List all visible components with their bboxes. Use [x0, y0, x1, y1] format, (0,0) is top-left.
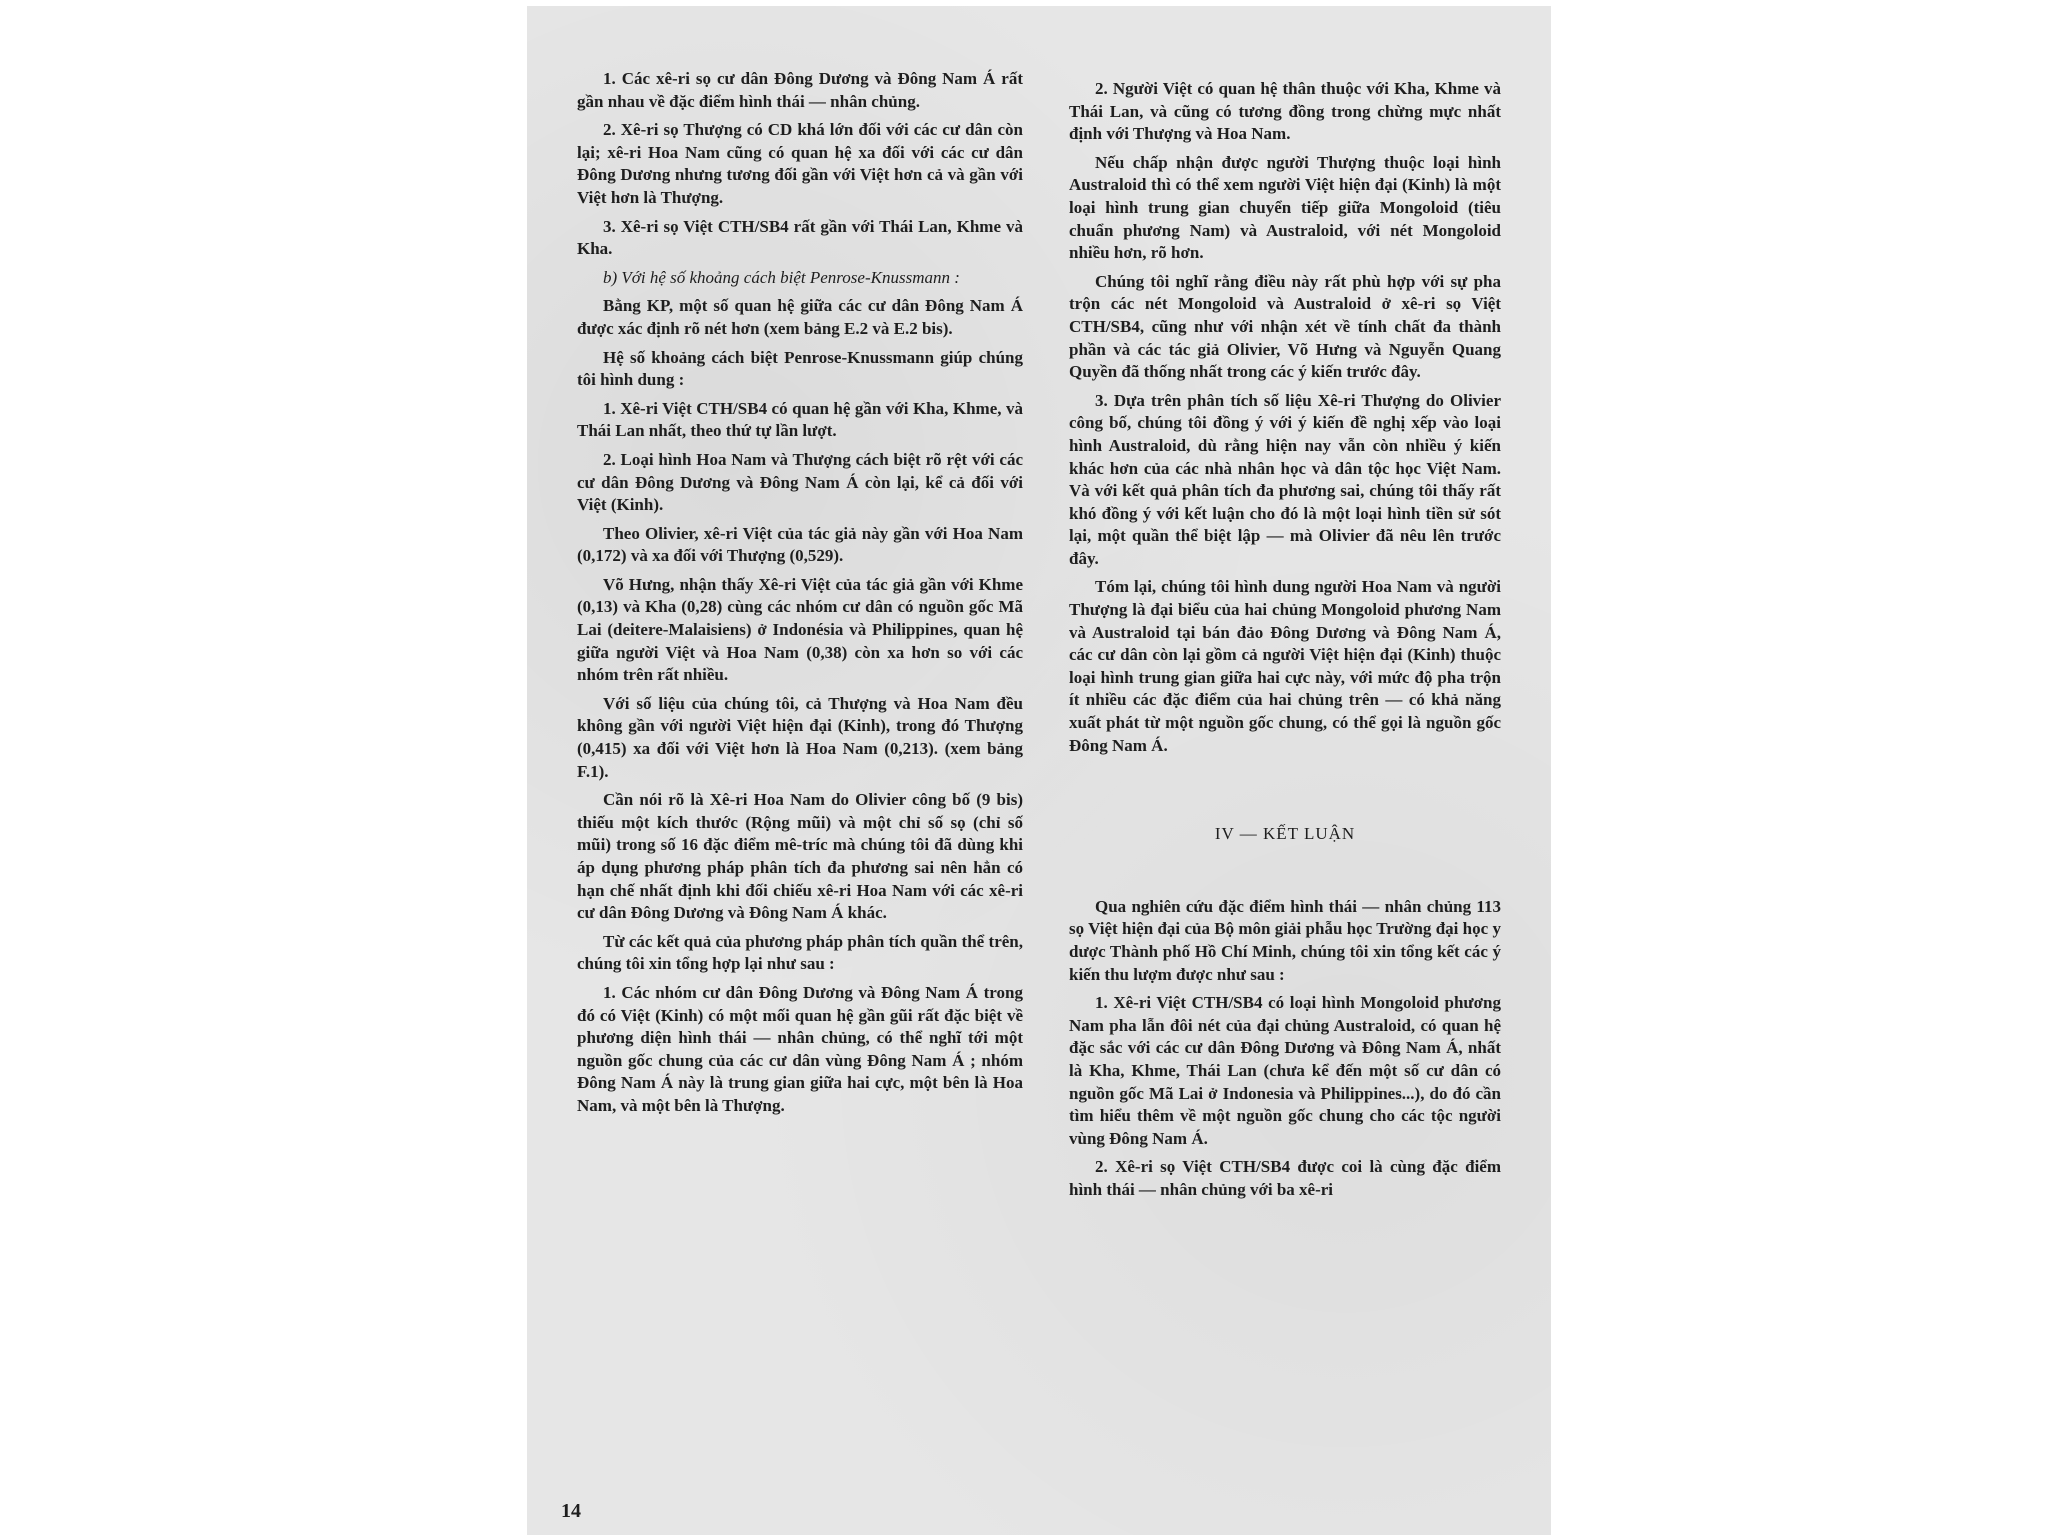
- paragraph: Tóm lại, chúng tôi hình dung người Hoa Nam và người Thượng là đại biểu của hai chủng Mongoloid phương Nam và Australoid tại bán đảo Đông Dương và Đông Nam Á, các cư dân còn lại gồm cả người Việt hiện đại (Kinh) thuộc loại hình trung gian giữa hai cực này, với mức độ pha trộn ít nhiều các đặc điểm của hai chủng trên — có khả năng xuất phát từ một nguồn gốc chung, có thể gọi là nguồn gốc Đông Nam Á.: [1069, 577, 1501, 755]
- paragraph: Theo Olivier, xê-ri Việt của tác giả này gần với Hoa Nam (0,172) và xa đối với Thượng (0,529).: [577, 523, 1023, 566]
- paragraph: Chúng tôi nghĩ rằng điều này rất phù hợp với sự pha trộn các nét Mongoloid và Australoid ở xê-ri sọ Việt CTH/SB4, cũng như với nhận xét về tính chất đa thành phần và các tác giả Olivier, Võ Hưng và Nguyễn Quang Quyền đã thống nhất trong các ý kiến trước đây.: [1069, 271, 1501, 382]
- section-heading: IV — KẾT LUẬN: [1214, 824, 1356, 844]
- right-column: [1069, 78, 1501, 1518]
- page-number: 14: [561, 1500, 581, 1522]
- paragraph: 1. Các nhóm cư dân Đông Dương và Đông Nam Á trong đó có Việt (Kinh) có một mối quan hệ gần gũi rất đặc biệt về phương diện hình thái — nhân chủng, có thể nghĩ tới một nguồn gốc chung của các cư dân vùng Đông Nam Á ; nhóm Đông Nam Á này là trung gian giữa hai cực, một bên là Hoa Nam, và một bên là Thượng.: [577, 982, 1023, 1115]
- paragraph: 1. Các xê-ri sọ cư dân Đông Dương và Đông Nam Á rất gần nhau về đặc điểm hình thái — nhân chủng.: [577, 69, 1023, 111]
- paragraph: 2. Xê-ri sọ Việt CTH/SB4 được coi là cùng đặc điểm hình thái — nhân chủng với ba xê-ri: [1069, 1157, 1501, 1199]
- paragraph: Qua nghiên cứu đặc điểm hình thái — nhân chủng 113 sọ Việt hiện đại của Bộ môn giải phẫu học Trường đại học y dược Thành phố Hồ Chí Minh, chúng tôi xin tổng kết các ý kiến thu lượm được như sau :: [1069, 896, 1501, 984]
- paragraph: Cần nói rõ là Xê-ri Hoa Nam do Olivier công bố (9 bis) thiếu một kích thước (Rộng mũi) và một chỉ số sọ (chỉ số mũi) trong số 16 đặc điểm mê-tríc mà chúng tôi đã dùng khi áp dụng phương pháp phân tích đa phương sai nên hẳn có hạn chế nhất định khi đối chiếu xê-ri Hoa Nam với các xê-ri cư dân Đông Dương và Đông Nam Á khác.: [577, 790, 1023, 923]
- paragraph: 2. Người Việt có quan hệ thân thuộc với Kha, Khme và Thái Lan, và cũng có tương đồng trong chừng mực nhất định với Thượng và Hoa Nam.: [1069, 79, 1501, 144]
- paragraph: Với số liệu của chúng tôi, cả Thượng và Hoa Nam đều không gần với người Việt hiện đại (Kinh), trong đó Thượng (0,415) xa đối với Việt hơn là Hoa Nam (0,213). (xem bảng F.1).: [577, 693, 1023, 781]
- paragraph: Nếu chấp nhận được người Thượng thuộc loại hình Australoid thì có thể xem người Việt hiện đại (Kinh) là một loại hình trung gian chuyển tiếp giữa Mongoloid (tiêu chuẩn phương Nam) và Australoid, với nét Mongoloid nhiều hơn, rõ hơn.: [1069, 152, 1501, 263]
- paragraph: 2. Loại hình Hoa Nam và Thượng cách biệt rõ rệt với các cư dân Đông Dương và Đông Nam Á còn lại, kể cả đối với Việt (Kinh).: [577, 449, 1023, 515]
- paragraph: Bằng KP, một số quan hệ giữa các cư dân Đông Nam Á được xác định rõ nét hơn (xem bảng E.2 và E.2 bis).: [577, 296, 1023, 338]
- paragraph: 1. Xê-ri Việt CTH/SB4 có loại hình Mongoloid phương Nam pha lẫn đôi nét của đại chủng Australoid, có quan hệ đặc sắc với các cư dân Đông Dương và Đông Nam Á, nhất là Kha, Khme, Thái Lan (chưa kể đến một số cư dân có nguồn gốc Mã Lai ở Indonesia và Philippines...), do đó cần tìm hiểu thêm về một nguồn gốc chung cho các tộc người vùng Đông Nam Á.: [1069, 993, 1501, 1148]
- paragraph: 1. Xê-ri Việt CTH/SB4 có quan hệ gần với Kha, Khme, và Thái Lan nhất, theo thứ tự lần lượt.: [577, 398, 1023, 441]
- subsection-title: b) Với hệ số khoảng cách biệt Penrose-Knussmann :: [603, 267, 960, 287]
- paragraph: 3. Xê-ri sọ Việt CTH/SB4 rất gần với Thái Lan, Khme và Kha.: [577, 216, 1023, 259]
- left-column: [577, 68, 1023, 1488]
- paragraph: Hệ số khoảng cách biệt Penrose-Knussmann giúp chúng tôi hình dung :: [577, 347, 1023, 390]
- scanned-page: [527, 6, 1551, 1535]
- paragraph: Võ Hưng, nhận thấy Xê-ri Việt của tác giả gần với Khme (0,13) và Kha (0,28) cùng các nhóm cư dân có nguồn gốc Mã Lai (deitere-Malaisiens) ở Indonésia và Philippines, quan hệ giữa người Việt và Hoa Nam (0,38) còn xa hơn so với các nhóm trên rất nhiều.: [577, 574, 1023, 685]
- paragraph: 2. Xê-ri sọ Thượng có CD khá lớn đối với các cư dân còn lại; xê-ri Hoa Nam cũng có quan hệ xa đối với các cư dân Đông Dương nhưng tương đối gần với Việt hơn cả và gần với Việt hơn là Thượng.: [577, 120, 1023, 207]
- paragraph: Từ các kết quả của phương pháp phân tích quần thể trên, chúng tôi xin tổng hợp lại như sau :: [577, 931, 1023, 974]
- paragraph: 3. Dựa trên phân tích số liệu Xê-ri Thượng do Olivier công bố, chúng tôi đồng ý với ý kiến đề nghị xếp vào loại hình Australoid, dù rằng hiện nay vẫn còn nhiều ý kiến khác hơn của các nhà nhân học và dân tộc học Việt Nam. Và với kết quả phân tích đa phương sai, chúng tôi thấy rất khó đồng ý với kết luận cho đó là một loại hình tiền sử sót lại, một quần thể biệt lập — mà Olivier đã nêu lên trước đây.: [1069, 390, 1501, 568]
